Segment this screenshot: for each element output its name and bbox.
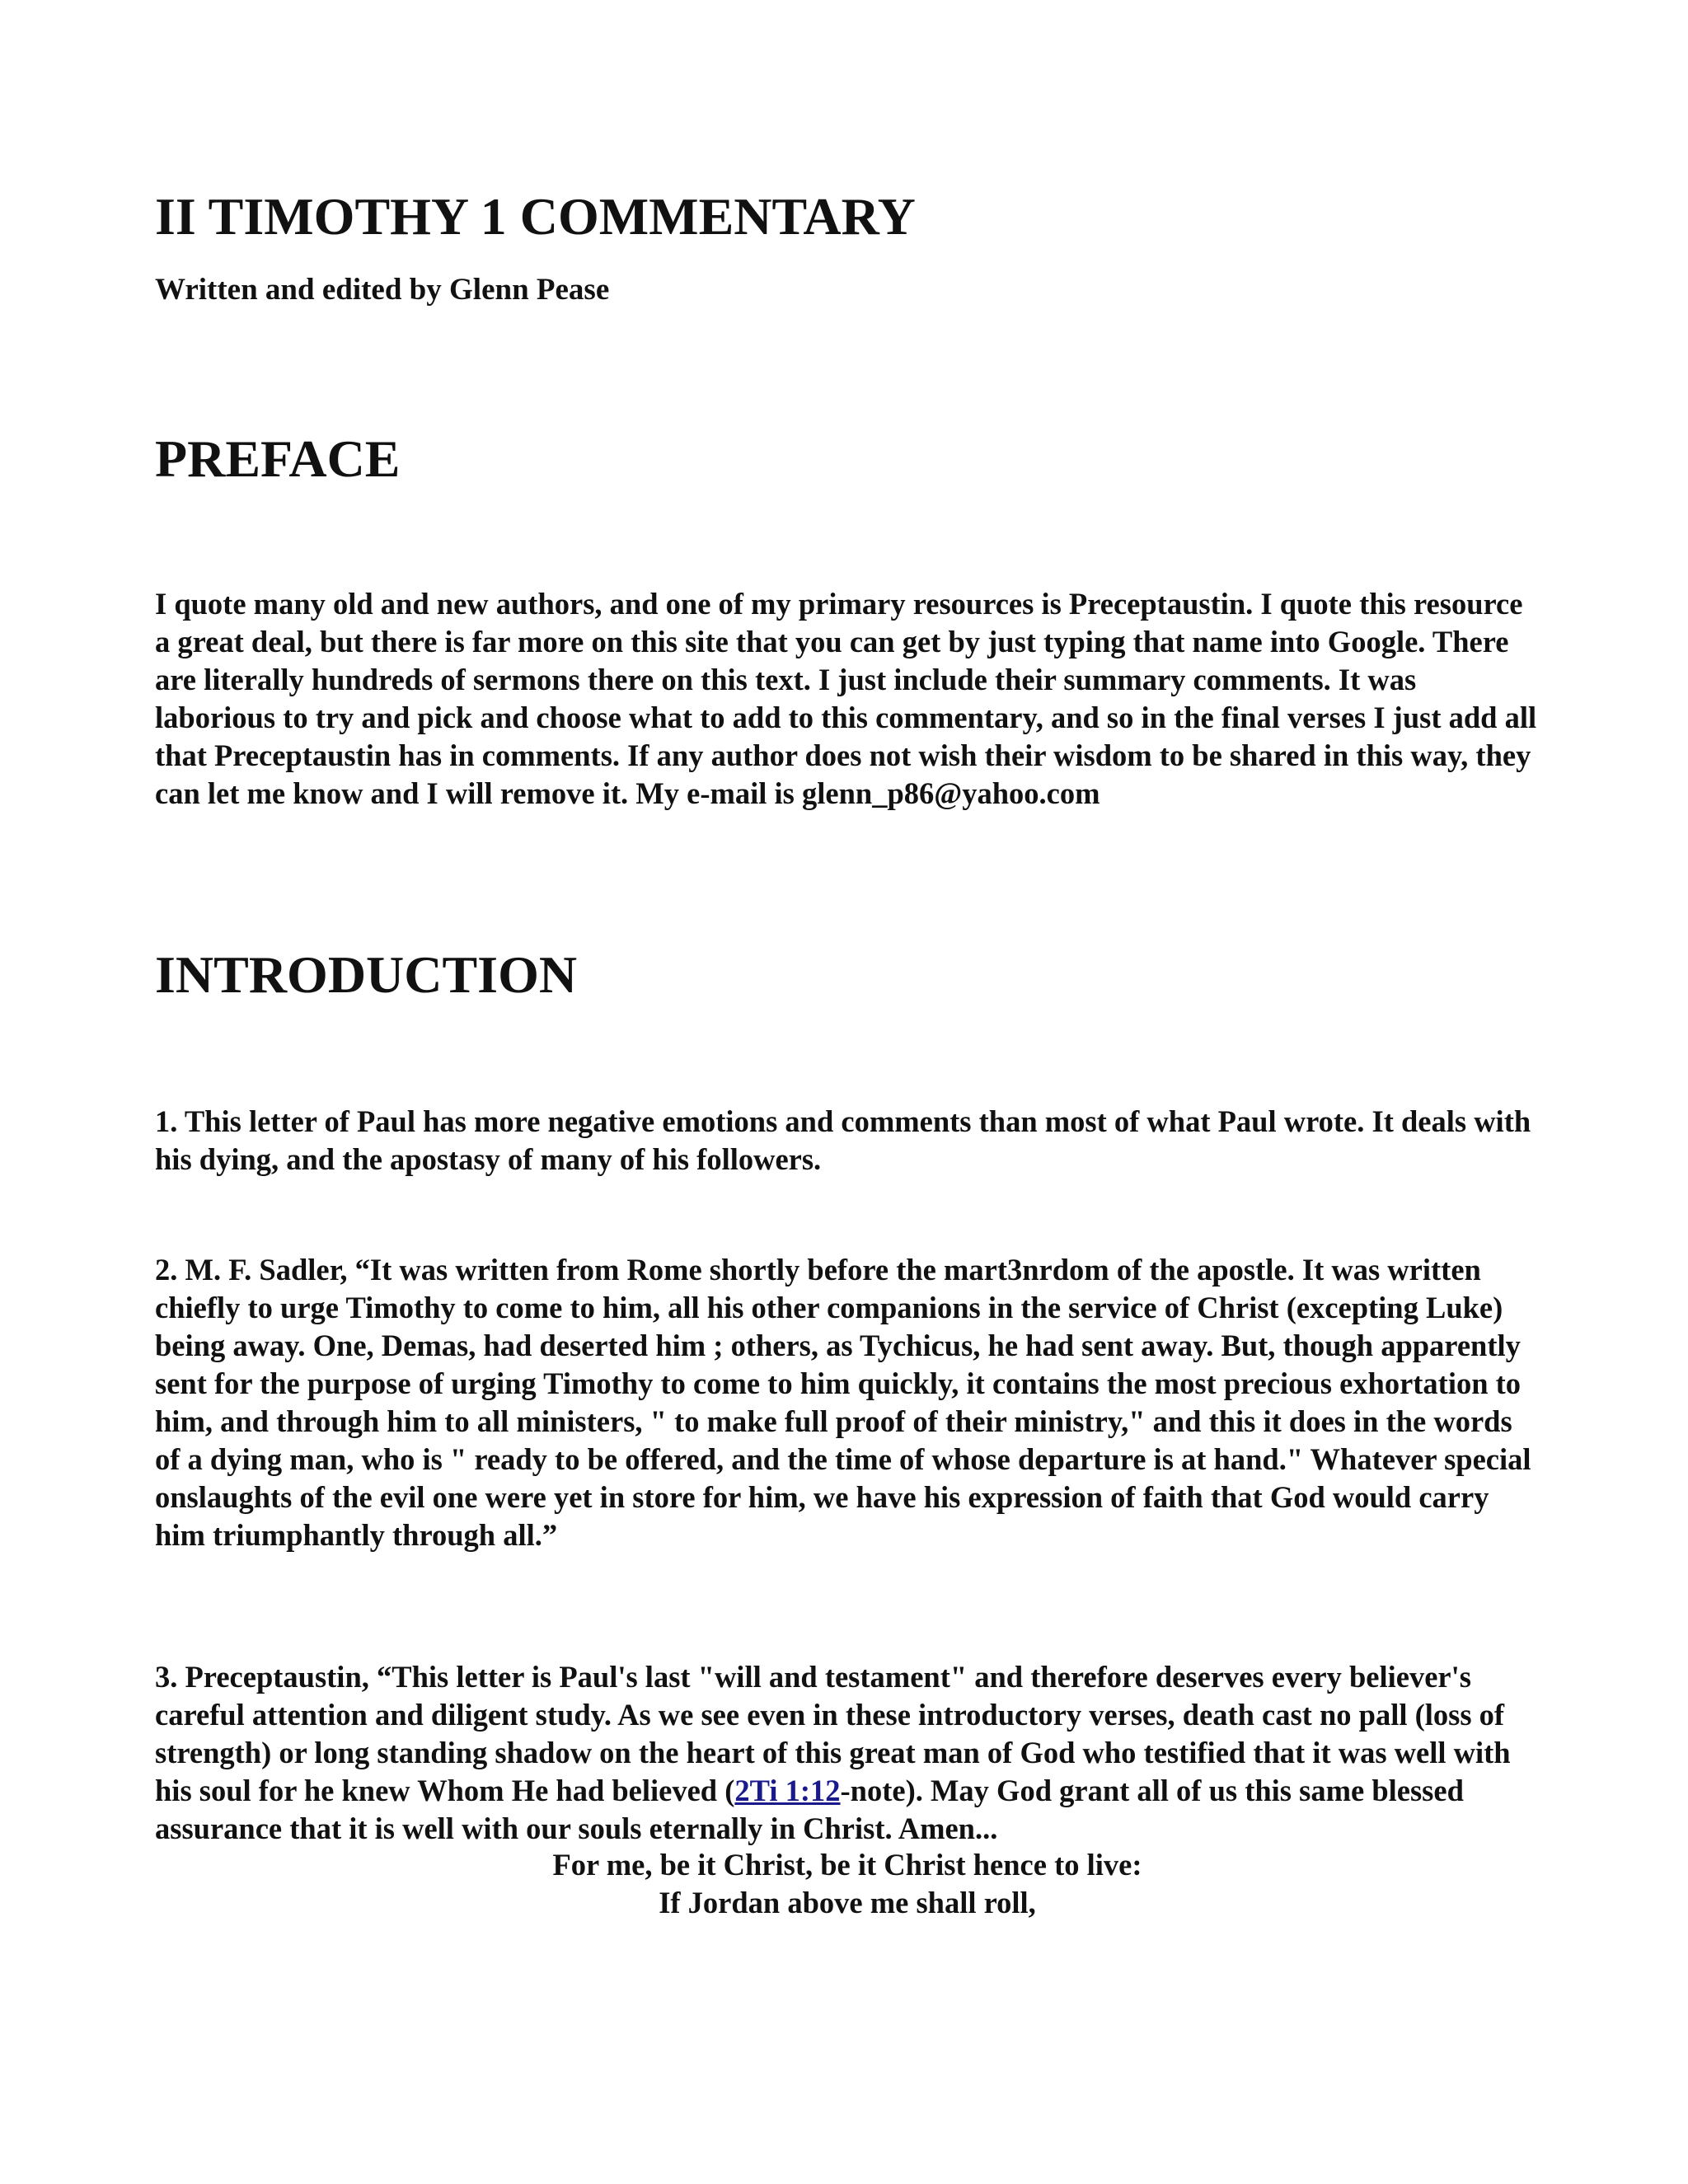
introduction-heading: INTRODUCTION xyxy=(155,945,578,1004)
intro-point-3 xyxy=(155,1658,1540,1848)
poem-line-2: If Jordan above me shall roll, xyxy=(659,1886,1036,1919)
preface-paragraph: I quote many old and new authors, and one of my primary resources is Preceptaustin. I quote this resource a great deal, but there is far more on this site that you can get by just typing that name into Google. There are literally hundreds of sermons there on this text. I just include their summary comments. It was laborious to try and pick and choose what to add to this commentary, and so in the final verses I just add all that Preceptaustin has in comments. If any author does not wish their wisdom to be shared in this way, they can let me know and I will remove it. My e-mail is glenn_p86@yahoo.com xyxy=(155,587,1537,810)
intro-point-3-text-start: 3. Preceptaustin, “This letter is Paul's last "will and testament" and therefore deserves every believer's careful attention and diligent study. As we see even in these introductory verses, death cast no pall (loss of strength) or long standing shadow on the heart of this great man of God who testified that it was well with his soul for he knew Whom He had believed ( xyxy=(155,1660,1511,1807)
scripture-link-2ti-1-12[interactable]: 2Ti 1:12 xyxy=(734,1774,841,1807)
poem-line-1: For me, be it Christ, be it Christ hence to live: xyxy=(552,1848,1142,1882)
document-title: II TIMOTHY 1 COMMENTARY xyxy=(155,187,916,246)
intro-point-3-text-end: -note). May God grant all of us this same blessed assurance that it is well with our souls eternally in Christ. Amen... xyxy=(155,1774,1464,1845)
preface-heading: PREFACE xyxy=(155,429,401,488)
intro-point-1: 1. This letter of Paul has more negative emotions and comments than most of what Paul wrote. It deals with his dying, and the apostasy of many of his followers. xyxy=(155,1104,1531,1176)
poem-stanza xyxy=(155,1846,1540,1922)
document-byline: Written and edited by Glenn Pease xyxy=(155,273,610,307)
intro-point-2: 2. M. F. Sadler, “It was written from Rome shortly before the mart3nrdom of the apostle. It was written chiefly to urge Timothy to come to him, all his other companions in the service of Christ (excepting Luke) being away. One, Demas, had deserted him ; others, as Tychicus, he had sent away. But, though apparently sent for the purpose of urging Timothy to come to him quickly, it contains the most precious exhortation to him, and through him to all ministers, " to make full proof of their ministry," and this it does in the words of a dying man, who is " ready to be offered, and the time of whose departure is at hand." Whatever special onslaughts of the evil one were yet in store for him, we have his expression of faith that God would carry him triumphantly through all.” xyxy=(155,1253,1531,1552)
